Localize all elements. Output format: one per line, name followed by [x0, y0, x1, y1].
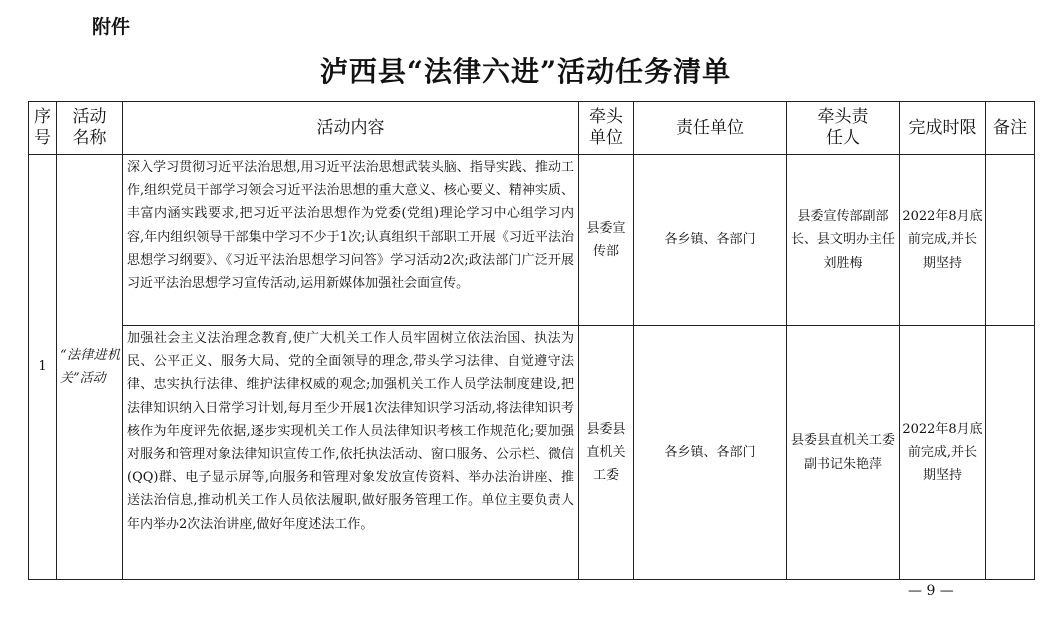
header-activity-name: 活动名称	[57, 102, 123, 155]
header-content: 活动内容	[123, 102, 579, 155]
page-number: — 9 —	[908, 583, 954, 599]
cell-lead-unit: 县委宣传部	[579, 155, 634, 326]
cell-content: 加强社会主义法治理念教育,使广大机关工作人员牢固树立依法治国、执法为民、公平正义、服务大局、党的全面领导的理念,带头学习法律、自觉遵守法律、忠实执行法律、维护法律权威的观念;加强机关工作人员学法制度建设,把法律知识纳入日常学习计划,每月至少开展1次法律知识学习活动,将法律知识考核作为年度评先依据,逐步实现机关工作人员法律知识考核工作规范化;要加强对服务和管理对象法律知识宣传工作,依托执法活动、窗口服务、公示栏、微信(QQ)群、电子显示屏等,向服务和管理对象发放宣传资料、举办法治讲座、推送法治信息,推动机关工作人员依法履职,做好服务管理工作。单位主要负责人年内举办2次法治讲座,做好年度述法工作。	[123, 326, 579, 580]
cell-responsible-unit: 各乡镇、各部门	[634, 155, 787, 326]
document-title: 泸西县“法律六进”活动任务清单	[319, 55, 732, 88]
cell-activity-name: “法律进机关”活动	[57, 155, 123, 580]
cell-responsible-unit: 各乡镇、各部门	[634, 326, 787, 580]
cell-content: 深入学习贯彻习近平法治思想,用习近平法治思想武装头脑、指导实践、推动工作,组织党员干部学习领会习近平法治思想的重大意义、核心要义、精神实质、丰富内涵实践要求,把习近平法治思想作为党委(党组)理论学习中心组学习内容,年内组织领导干部集中学习不少于1次;认真组织干部职工开展《习近平法治思想学习纲要》、《习近平法治思想学习问答》学习活动2次;政法部门广泛开展习近平法治思想学习宣传活动,运用新媒体加强社会面宣传。	[123, 155, 579, 326]
header-lead-person: 牵头责任人	[787, 102, 900, 155]
cell-lead-person: 县委县直机关工委副书记朱艳萍	[787, 326, 900, 580]
header-responsible-unit: 责任单位	[634, 102, 787, 155]
task-list-table	[28, 101, 1035, 580]
header-deadline: 完成时限	[900, 102, 986, 155]
table-row	[29, 155, 1035, 326]
header-lead-unit: 牵头单位	[579, 102, 634, 155]
cell-seq: 1	[29, 155, 57, 580]
cell-lead-person: 县委宣传部副部长、县文明办主任刘胜梅	[787, 155, 900, 326]
header-seq: 序号	[29, 102, 57, 155]
header-remarks: 备注	[986, 102, 1035, 155]
table-row	[29, 326, 1035, 580]
cell-deadline: 2022年8月底前完成,并长期坚持	[900, 155, 986, 326]
cell-deadline: 2022年8月底前完成,并长期坚持	[900, 326, 986, 580]
table-header-row	[29, 102, 1035, 155]
cell-remarks	[986, 155, 1035, 326]
cell-remarks	[986, 326, 1035, 580]
attachment-label: 附件	[92, 16, 131, 38]
cell-lead-unit: 县委县直机关工委	[579, 326, 634, 580]
